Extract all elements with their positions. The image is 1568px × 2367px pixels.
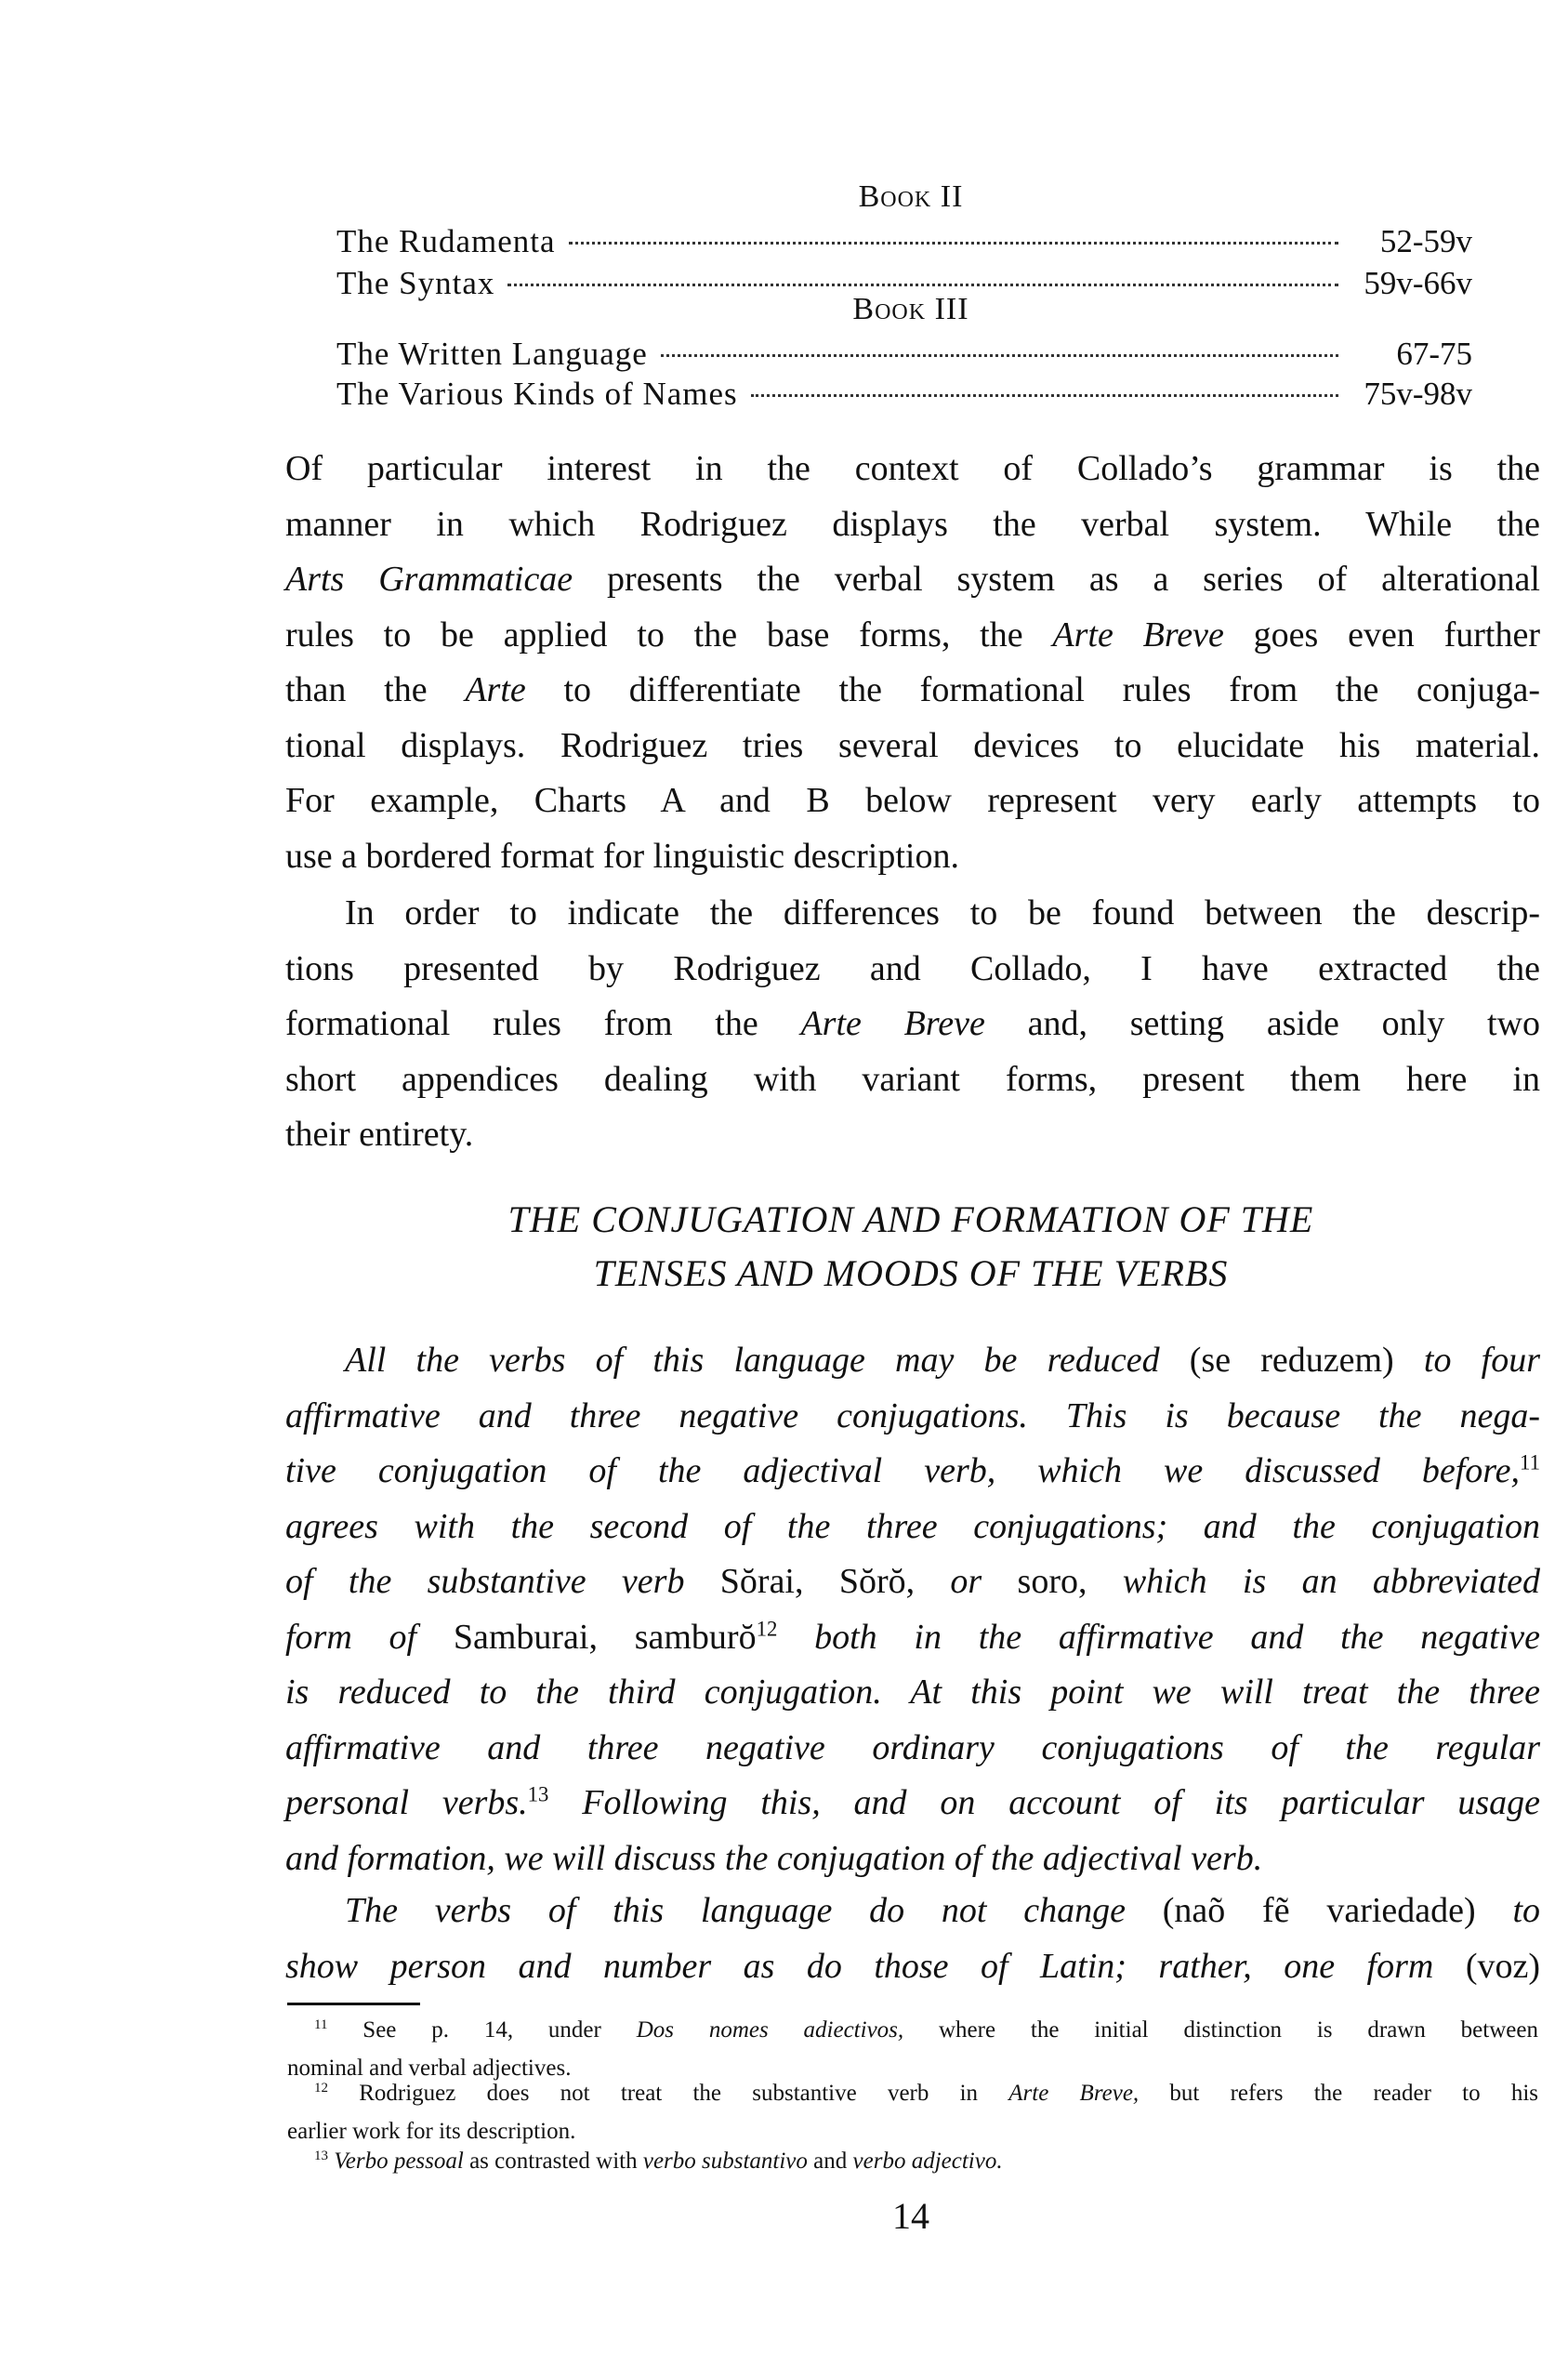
footnote-ref: 13 (527, 1782, 549, 1806)
text-run: nominal and verbal adjectives. (287, 2056, 572, 2081)
section-heading (283, 1193, 1538, 1301)
text-line (285, 441, 1540, 496)
dot-leader (661, 354, 1338, 357)
text-run: presents the verbal system as a series of alterational (573, 560, 1540, 599)
text-line (285, 607, 1540, 663)
text-run: and (807, 2149, 853, 2174)
toc-entry-pages: 75v-98v (1364, 376, 1472, 412)
footnote-rule (287, 2003, 420, 2005)
text-line (285, 1609, 1540, 1665)
text-run: (voz) (1465, 1946, 1540, 1986)
text-run: rules to be applied to the base forms, the (285, 615, 1053, 655)
text-run: Arte (465, 670, 526, 709)
text-line (285, 1831, 1540, 1886)
footnote-line (314, 2074, 1538, 2112)
text-run: Samburai, samburŏ (453, 1617, 757, 1657)
text-run: Dos nomes adiectivos, (636, 2017, 904, 2043)
text-run: Verbo pessoal (334, 2149, 464, 2174)
text-run: Arts Grammaticae (285, 560, 573, 599)
toc-entry-label: The Rudamenta (336, 223, 556, 259)
text-run: Rodriguez does not treat the substantive verb in (328, 2081, 1009, 2106)
toc-entry (336, 376, 1472, 413)
toc-entry-label: The Syntax (336, 265, 495, 301)
text-run: or (915, 1562, 1018, 1601)
text-line (285, 828, 1540, 884)
text-run: Arte Breve (800, 1004, 985, 1043)
text-run: Following this, and on account of its particular usage (548, 1783, 1541, 1822)
text-run: use a bordered format for linguistic description. (285, 836, 959, 876)
footnote-line (314, 2142, 1538, 2180)
toc-entry (336, 336, 1472, 373)
text-run: In order to indicate the differences to be found between the descrip- (345, 893, 1540, 932)
text-run: tive conjugation of the adjectival verb, which we discussed before, (285, 1451, 1521, 1490)
toc-heading-book-iii: Book III (852, 292, 969, 326)
text-line (285, 1720, 1540, 1776)
toc-heading-book-ii: Book II (858, 179, 964, 214)
text-line (285, 1554, 1540, 1609)
text-line (285, 1051, 1540, 1107)
text-run: The verbs of this language do not change (345, 1891, 1163, 1930)
text-run: both in the affirmative and the negative (777, 1617, 1540, 1657)
text-run: agrees with the second of the three conjugations; and the conjugation (285, 1506, 1540, 1546)
toc-entry-pages: 67-75 (1396, 336, 1472, 372)
text-line (285, 496, 1540, 552)
text-line (285, 662, 1540, 718)
text-run: and, setting aside only two (984, 1004, 1540, 1043)
text-run: earlier work for its description. (287, 2119, 576, 2144)
footnote-ref: 11 (314, 2017, 328, 2032)
footnote-ref: 12 (314, 2081, 328, 2096)
text-run: Arte Breve (1052, 615, 1224, 655)
toc-entry (336, 223, 1472, 260)
text-line (285, 1938, 1540, 1994)
text-line (285, 1388, 1540, 1444)
text-line (285, 1664, 1540, 1720)
text-run: formational rules from the (285, 1004, 801, 1043)
toc-entry-label: The Written Language (336, 336, 648, 372)
dot-leader (569, 242, 1338, 245)
text-run: See p. 14, under (327, 2017, 637, 2043)
text-line (285, 1775, 1540, 1831)
text-run: Of particular interest in the context of Collado’s grammar is the (285, 449, 1540, 488)
dot-leader (751, 394, 1338, 397)
text-run: tional displays. Rodriguez tries several devices to elucidate his material. (285, 725, 1540, 765)
text-line (345, 1332, 1540, 1388)
text-run: but refers the reader to his (1139, 2081, 1538, 2106)
text-run: affirmative and three negative ordinary conjugations of the regular (285, 1727, 1540, 1767)
text-run: to four (1393, 1341, 1540, 1380)
footnote-ref: 12 (756, 1616, 778, 1640)
text-run: form of (285, 1617, 454, 1657)
text-run: and formation, we will discuss the conjugation of the adjectival verb. (285, 1838, 1263, 1878)
text-line (285, 773, 1540, 828)
footnote-ref: 11 (1520, 1450, 1540, 1474)
toc-entry-pages: 52-59v (1379, 223, 1472, 259)
text-run: (naõ fẽ variedade) (1162, 1891, 1476, 1930)
footnote-line (314, 2011, 1538, 2049)
text-line (285, 551, 1540, 607)
text-run: tions presented by Rodriguez and Collado, I have extracted the (285, 948, 1540, 988)
footnote-ref: 13 (314, 2149, 328, 2163)
section-heading-line: THE CONJUGATION AND FORMATION OF THE (507, 1198, 1314, 1240)
text-line (285, 1499, 1540, 1554)
page-number: 14 (892, 2195, 929, 2237)
section-heading-line: TENSES AND MOODS OF THE VERBS (593, 1252, 1229, 1294)
text-run: Arte Breve, (1008, 2081, 1140, 2106)
text-line (285, 718, 1540, 774)
text-run: is reduced to the third conjugation. At this point we will treat the three (285, 1673, 1540, 1712)
text-run: which is an abbreviated (1087, 1562, 1540, 1601)
text-run: verbo adjectivo. (852, 2149, 1003, 2174)
toc-entry-label: The Various Kinds of Names (336, 376, 738, 412)
text-line (285, 1106, 1540, 1162)
text-run: to differentiate the formational rules from the conjuga- (525, 670, 1540, 709)
text-run: show person and number as do those of Latin; rather, one form (285, 1946, 1466, 1986)
text-line (345, 1883, 1540, 1938)
text-run: soro, (1017, 1562, 1087, 1601)
text-run: manner in which Rodriguez displays the verbal system. While the (285, 504, 1540, 544)
text-run: personal verbs. (285, 1783, 528, 1822)
toc-entry-pages: 59v-66v (1364, 265, 1472, 301)
text-run: as contrasted with (463, 2149, 643, 2174)
text-line (285, 1443, 1540, 1499)
text-run: goes even further (1223, 615, 1540, 655)
text-run: Sŏrai, Sŏrŏ, (719, 1562, 916, 1601)
text-run: short appendices dealing with variant forms, present them here in (285, 1059, 1540, 1099)
text-line (285, 996, 1540, 1051)
text-run: than the (285, 670, 466, 709)
text-line (345, 885, 1540, 941)
text-run: For example, Charts A and B below represent very early attempts to (285, 781, 1540, 820)
text-run: to (1475, 1891, 1541, 1930)
text-run: (se reduzem) (1189, 1341, 1394, 1380)
dot-leader (507, 284, 1338, 286)
text-run: verbo substantivo (642, 2149, 808, 2174)
text-run: All the verbs of this language may be reduced (345, 1341, 1190, 1380)
text-run: where the initial distinction is drawn between (903, 2017, 1538, 2043)
text-run: affirmative and three negative conjugations. This is because the nega- (285, 1395, 1540, 1435)
text-run: their entirety. (285, 1115, 474, 1154)
text-run: of the substantive verb (285, 1562, 720, 1601)
text-line (285, 941, 1540, 997)
